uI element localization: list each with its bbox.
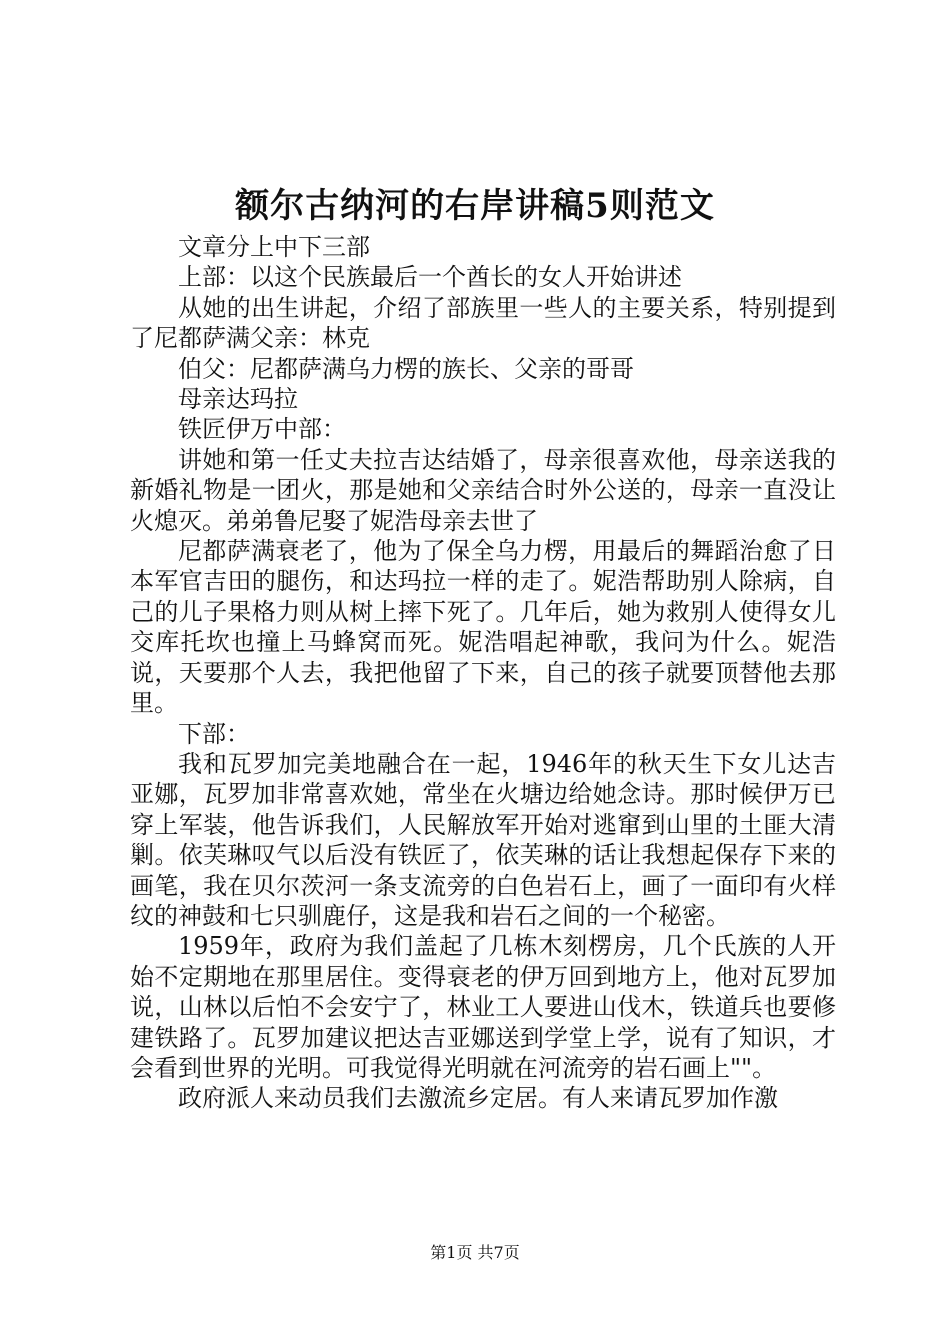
paragraph: 母亲达玛拉	[178, 385, 298, 414]
paragraph: 讲她和第一任丈夫拉吉达结婚了，母亲很喜欢他，母亲送我的新婚礼物是一团火，那是她和父亲结合时外公送的，母亲一直没让火熄灭。弟弟鲁尼娶了妮浩母亲去世了	[130, 445, 836, 535]
paragraph: 尼都萨满衰老了，他为了保全乌力楞，用最后的舞蹈治愈了日本军官吉田的腿伤，和达玛拉一样的走了。妮浩帮助别人除病，自己的儿子果格力则从树上摔下死了。几年后，她为救别人使得女儿交库托坎也撞上马蜂窝而死。妮浩唱起神歌，我问为什么。妮浩说，天要那个人去，我把他留了下来，自己的孩子就要顶替他去那里。	[130, 537, 836, 718]
paragraph: 从她的出生讲起，介绍了部族里一些人的主要关系，特别提到了尼都萨满父亲：林克	[130, 293, 836, 353]
paragraph: 上部：以这个民族最后一个酋长的女人开始讲述	[178, 263, 682, 292]
document-body	[130, 232, 836, 1114]
paragraph: 下部：	[178, 719, 250, 748]
paragraph: 伯父：尼都萨满乌力楞的族长、父亲的哥哥	[178, 354, 634, 383]
paragraph: 我和瓦罗加完美地融合在一起，1946年的秋天生下女儿达吉亚娜，瓦罗加非常喜欢她，常坐在火塘边给她念诗。那时候伊万已穿上军装，他告诉我们，人民解放军开始对逃窜到山里的土匪大清剿。依芙琳叹气以后没有铁匠了，依芙琳的话让我想起保存下来的画笔，我在贝尔茨河一条支流旁的白色岩石上，画了一面印有火样纹的神鼓和七只驯鹿仔，这是我和岩石之间的一个秘密。	[130, 749, 836, 930]
paragraph: 政府派人来动员我们去激流乡定居。有人来请瓦罗加作激	[178, 1084, 778, 1113]
document-title: 额尔古纳河的右岸讲稿5则范文	[235, 186, 715, 226]
page-number-footer: 第1页 共7页	[430, 1243, 520, 1262]
paragraph: 文章分上中下三部	[178, 233, 370, 261]
paragraph: 1959年，政府为我们盖起了几栋木刻楞房，几个氏族的人开始不定期地在那里居住。变得衰老的伊万回到地方上，他对瓦罗加说，山林以后怕不会安宁了，林业工人要进山伐木，铁道兵也要修建铁路了。瓦罗加建议把达吉亚娜送到学堂上学，说有了知识，才会看到世界的光明。可我觉得光明就在河流旁的岩石画上""。	[130, 932, 836, 1082]
paragraph: 铁匠伊万中部：	[178, 415, 346, 444]
